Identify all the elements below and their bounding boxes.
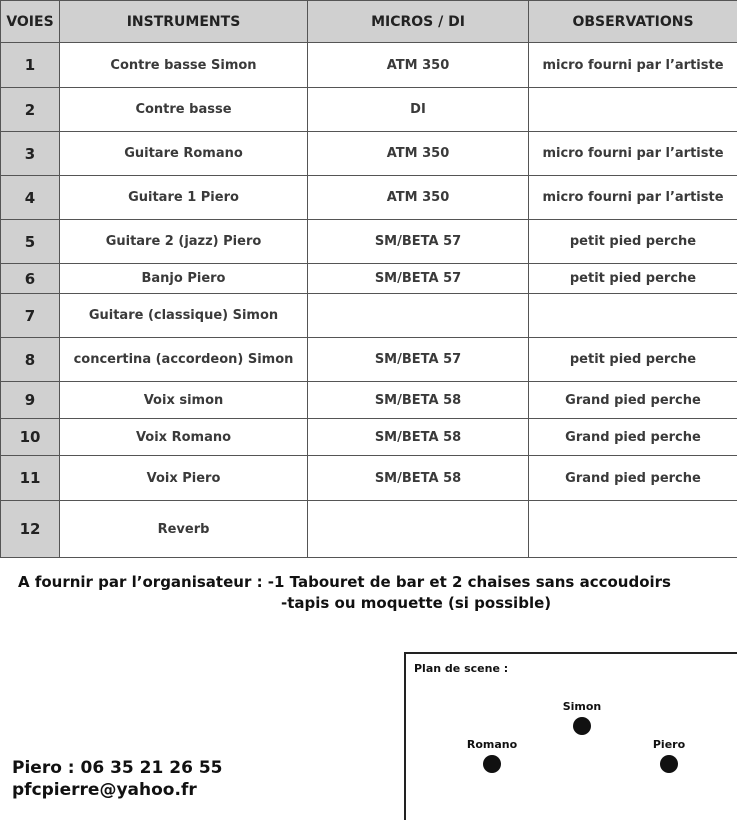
channel-number-cell: 9 (1, 382, 60, 419)
instrument-cell: Guitare 2 (jazz) Piero (60, 220, 308, 264)
contact-block (12, 757, 222, 801)
table-row (1, 88, 737, 132)
stage-member-piero (639, 738, 699, 773)
table-row (1, 220, 737, 264)
stage-member-romano (462, 738, 522, 773)
table-row (1, 294, 737, 338)
observation-cell: petit pied perche (529, 220, 737, 264)
observation-cell: Grand pied perche (529, 382, 737, 419)
micro-cell: SM/BETA 57 (308, 220, 529, 264)
channel-number-cell: 2 (1, 88, 60, 132)
channel-number-cell: 6 (1, 264, 60, 294)
micro-cell: SM/BETA 57 (308, 264, 529, 294)
observation-cell: Grand pied perche (529, 419, 737, 456)
instrument-cell: Voix simon (60, 382, 308, 419)
instrument-cell: concertina (accordeon) Simon (60, 338, 308, 382)
channel-number-cell: 7 (1, 294, 60, 338)
table-row (1, 43, 737, 88)
instrument-cell: Voix Piero (60, 456, 308, 501)
observation-cell (529, 88, 737, 132)
table-row (1, 456, 737, 501)
header-instruments: INSTRUMENTS (60, 1, 308, 43)
stage-plan (404, 652, 737, 820)
channel-number-cell: 3 (1, 132, 60, 176)
micro-cell: SM/BETA 57 (308, 338, 529, 382)
note-line-2: -tapis ou moquette (si possible) (18, 593, 671, 614)
member-position-dot (483, 755, 501, 773)
micro-cell: ATM 350 (308, 132, 529, 176)
table-row (1, 501, 737, 558)
micro-cell: ATM 350 (308, 43, 529, 88)
table-row (1, 382, 737, 419)
observation-cell: micro fourni par l’artiste (529, 132, 737, 176)
instrument-cell: Contre basse Simon (60, 43, 308, 88)
member-position-dot (660, 755, 678, 773)
instrument-cell: Guitare Romano (60, 132, 308, 176)
channel-number-cell: 5 (1, 220, 60, 264)
header-voies: VOIES (1, 1, 60, 43)
observation-cell: Grand pied perche (529, 456, 737, 501)
observation-cell: micro fourni par l’artiste (529, 176, 737, 220)
channel-number-cell: 11 (1, 456, 60, 501)
observation-cell (529, 501, 737, 558)
table-header-row (1, 1, 737, 43)
table-row (1, 419, 737, 456)
contact-phone: Piero : 06 35 21 26 55 (12, 757, 222, 779)
member-position-dot (573, 717, 591, 735)
table-row (1, 264, 737, 294)
header-observations: OBSERVATIONS (529, 1, 737, 43)
micro-cell (308, 501, 529, 558)
observation-cell: micro fourni par l’artiste (529, 43, 737, 88)
note-line-1: A fournir par l’organisateur : -1 Tabouret de bar et 2 chaises sans accoudoirs (18, 572, 671, 593)
observation-cell (529, 294, 737, 338)
channel-number-cell: 4 (1, 176, 60, 220)
instrument-cell: Guitare (classique) Simon (60, 294, 308, 338)
member-name: Romano (462, 738, 522, 751)
organizer-note (18, 572, 671, 614)
micro-cell (308, 294, 529, 338)
contact-email: pfcpierre@yahoo.fr (12, 779, 222, 801)
instrument-cell: Banjo Piero (60, 264, 308, 294)
stage-plan-title: Plan de scene : (414, 662, 508, 675)
table-row (1, 338, 737, 382)
observation-cell: petit pied perche (529, 264, 737, 294)
channel-number-cell: 8 (1, 338, 60, 382)
micro-cell: SM/BETA 58 (308, 419, 529, 456)
instrument-cell: Reverb (60, 501, 308, 558)
micro-cell: SM/BETA 58 (308, 382, 529, 419)
instrument-cell: Guitare 1 Piero (60, 176, 308, 220)
channel-number-cell: 1 (1, 43, 60, 88)
channel-number-cell: 10 (1, 419, 60, 456)
member-name: Simon (552, 700, 612, 713)
channel-number-cell: 12 (1, 501, 60, 558)
table-row (1, 176, 737, 220)
instrument-cell: Voix Romano (60, 419, 308, 456)
header-micros: MICROS / DI (308, 1, 529, 43)
observation-cell: petit pied perche (529, 338, 737, 382)
instrument-cell: Contre basse (60, 88, 308, 132)
member-name: Piero (639, 738, 699, 751)
micro-cell: SM/BETA 58 (308, 456, 529, 501)
micro-cell: DI (308, 88, 529, 132)
table-row (1, 132, 737, 176)
stage-member-simon (552, 700, 612, 735)
micro-cell: ATM 350 (308, 176, 529, 220)
